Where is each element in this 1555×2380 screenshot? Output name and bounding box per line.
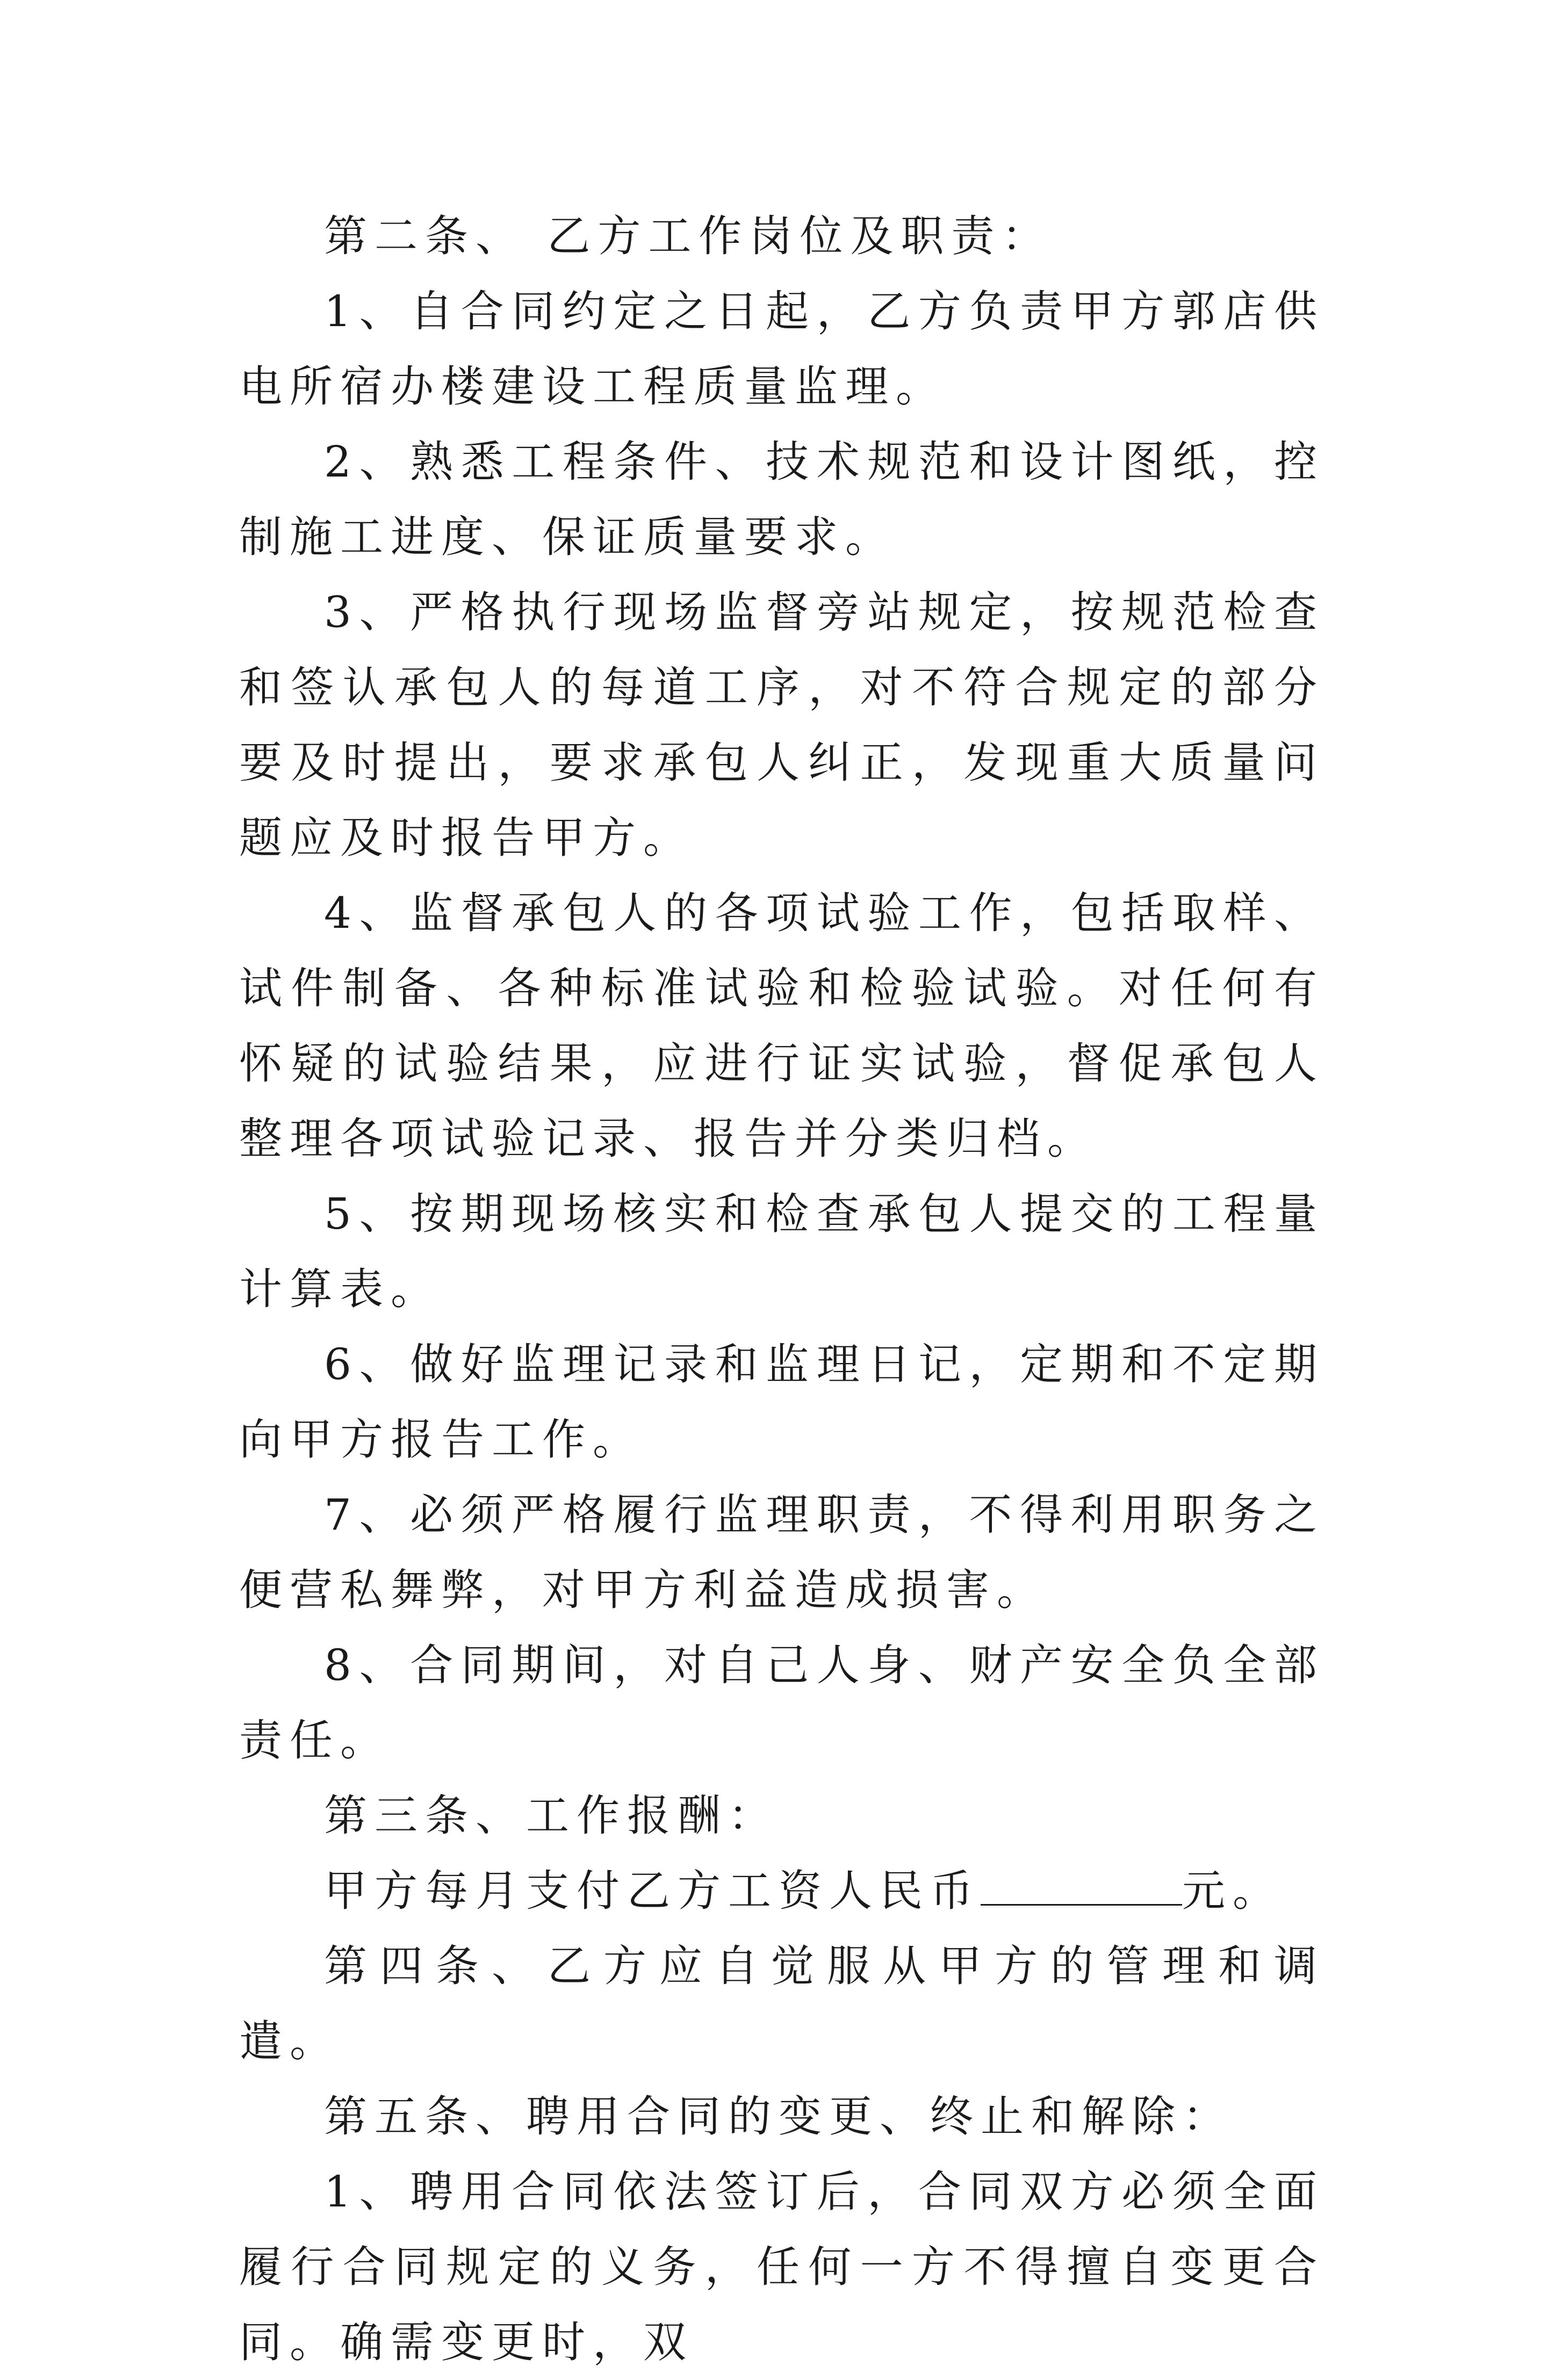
- article-item: 8、合同期间，对自己人身、财产安全负全部责任。: [239, 1640, 1324, 1765]
- article-heading: 第二条、 乙方工作岗位及职责：: [324, 211, 1053, 261]
- article-item: 2、熟悉工程条件、技术规范和设计图纸，控制施工进度、保证质量要求。: [239, 437, 1324, 562]
- article-item: 1、自合同约定之日起，乙方负责甲方郭店供电所宿办楼建设工程质量监理。: [239, 286, 1324, 412]
- salary-text-after: 元。: [1182, 1866, 1283, 1916]
- article-item: 1、聘用合同依法签订后，合同双方必须全面履行合同规定的义务，任何一方不得擅自变更合同。确需变更时，双: [239, 2167, 1324, 2367]
- article-item: 3、严格执行现场监督旁站规定，按规范检查和签认承包人的每道工序，对不符合规定的部分要及时提出，要求承包人纠正，发现重大质量问题应及时报告甲方。: [239, 587, 1324, 863]
- salary-text-before: 甲方每月支付乙方工资人民币: [324, 1866, 981, 1916]
- article-item: 7、必须严格履行监理职责，不得利用职务之便营私舞弊，对甲方利益造成损害。: [239, 1490, 1324, 1615]
- salary-line: [239, 1853, 1324, 1929]
- article-item: 5、按期现场核实和检查承包人提交的工程量计算表。: [239, 1189, 1324, 1314]
- article-heading: 第四条、乙方应自觉服从甲方的管理和调遣。: [239, 1941, 1324, 2066]
- article-item: 6、做好监理记录和监理日记，定期和不定期向甲方报告工作。: [239, 1339, 1324, 1465]
- article-item: 4、监督承包人的各项试验工作，包括取样、试件制备、各种标准试验和检验试验。对任何有怀疑的试验结果，应进行证实试验，督促承包人整理各项试验记录、报告并分类归档。: [239, 888, 1324, 1164]
- contract-body: [239, 199, 1324, 2380]
- salary-blank-line[interactable]: [981, 1871, 1182, 1906]
- article-heading: 第五条、聘用合同的变更、终止和解除：: [324, 2091, 1233, 2141]
- article-heading: 第三条、工作报酬：: [324, 1791, 779, 1841]
